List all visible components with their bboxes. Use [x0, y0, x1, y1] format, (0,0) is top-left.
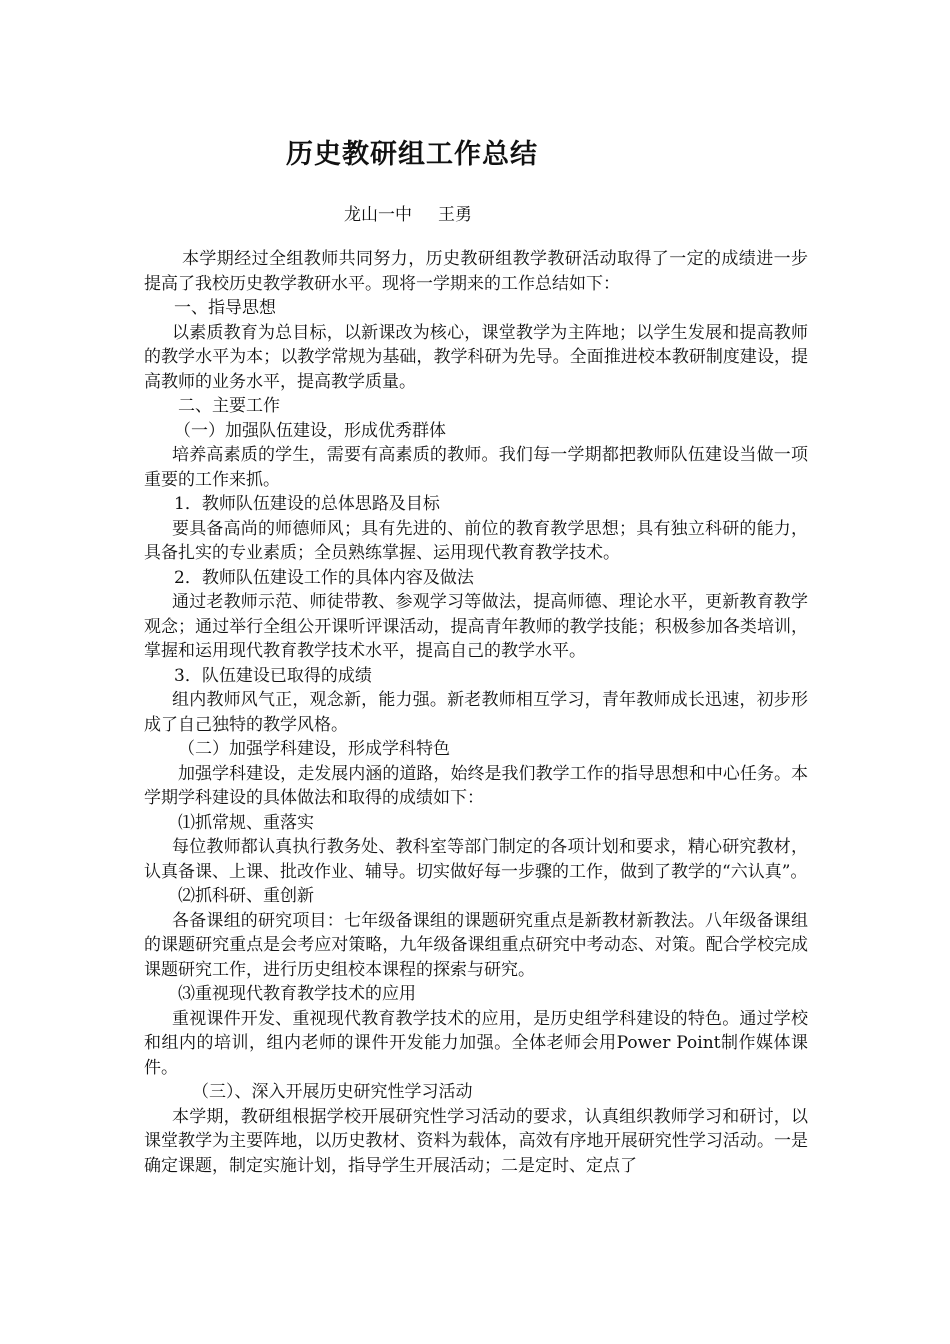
section-heading: 二、主要工作 — [178, 396, 280, 416]
subsection-heading: （三）、深入开展历史研究性学习活动 — [192, 1082, 473, 1102]
paragraph: 培养高素质的学生，需要有高素质的教师。我们每一学期都把教师队伍建设当做一项重要的工作来抓。 — [144, 445, 808, 490]
paragraph: 通过老教师示范、师徒带教、参观学习等做法，提高师德、理论水平，更新教育教学观念；通过举行全组公开课听评课活动，提高青年教师的教学技能；积极参加各类培训，掌握和运用现代教育教学技术水平，提高自己的教学水平。 — [144, 592, 808, 661]
subsection-heading: （一）加强队伍建设，形成优秀群体 — [174, 420, 446, 441]
author-name: 王勇 — [438, 205, 472, 225]
author-line — [344, 200, 472, 225]
item-heading: ⑴抓常规、重落实 — [178, 812, 314, 833]
numbered-heading: 1．教师队伍建设的总体思路及目标 — [174, 494, 440, 514]
numbered-heading: 2．教师队伍建设工作的具体内容及做法 — [174, 567, 474, 588]
numbered-heading: 3．队伍建设已取得的成绩 — [174, 665, 372, 686]
paragraph: 加强学科建设，走发展内涵的道路，始终是我们教学工作的指导思想和中心任务。本学期学科建设的具体做法和取得的成绩如下： — [144, 763, 808, 808]
document-title: 历史教研组工作总结 — [286, 139, 538, 170]
author-school: 龙山一中 — [344, 205, 412, 225]
paragraph: 要具备高尚的师德师风；具有先进的、前位的教育教学思想；具有独立科研的能力，具备扎实的专业素质；全员熟练掌握、运用现代教育教学技术。 — [144, 518, 808, 563]
paragraph: 每位教师都认真执行教务处、教科室等部门制定的各项计划和要求，精心研究教材，认真备课、上课、批改作业、辅导。切实做好每一步骤的工作，做到了教学的“六认真”。 — [144, 837, 808, 882]
subsection-heading: （二）加强学科建设，形成学科特色 — [178, 739, 450, 759]
document-body — [144, 247, 808, 1178]
paragraph: 组内教师风气正，观念新，能力强。新老教师相互学习，青年教师成长迅速，初步形成了自己独特的教学风格。 — [144, 690, 808, 735]
paragraph: 各备课组的研究项目：七年级备课组的课题研究重点是新教材新教法。八年级备课组的课题研究重点是会考应对策略，九年级备课组重点研究中考动态、对策。配合学校完成课题研究工作，进行历史组校本课程的探索与研究。 — [144, 910, 808, 980]
item-heading: ⑶重视现代教育教学技术的应用 — [178, 984, 416, 1004]
paragraph: 本学期经过全组教师共同努力，历史教研组教学教研活动取得了一定的成绩进一步提高了我校历史教学教研水平。现将一学期来的工作总结如下： — [144, 249, 808, 294]
paragraph: 以素质教育为总目标，以新课改为核心，课堂教学为主阵地；以学生发展和提高教师的教学水平为本；以教学常规为基础，教学科研为先导。全面推进校本教研制度建设，提高教师的业务水平，提高教学质量。 — [144, 322, 808, 392]
section-heading: 一、指导思想 — [174, 298, 276, 318]
paragraph: 重视课件开发、重视现代教育教学技术的应用，是历史组学科建设的特色。通过学校和组内的培训，组内老师的课件开发能力加强。全体老师会用Power Point制作媒体课件。 — [144, 1008, 808, 1078]
paragraph: 本学期，教研组根据学校开展研究性学习活动的要求，认真组织教师学习和研讨，以课堂教学为主要阵地，以历史教材、资料为载体，高效有序地开展研究性学习活动。一是确定课题，制定实施计划，指导学生开展活动；二是定时、定点了 — [144, 1106, 808, 1176]
item-heading: ⑵抓科研、重创新 — [178, 886, 314, 906]
